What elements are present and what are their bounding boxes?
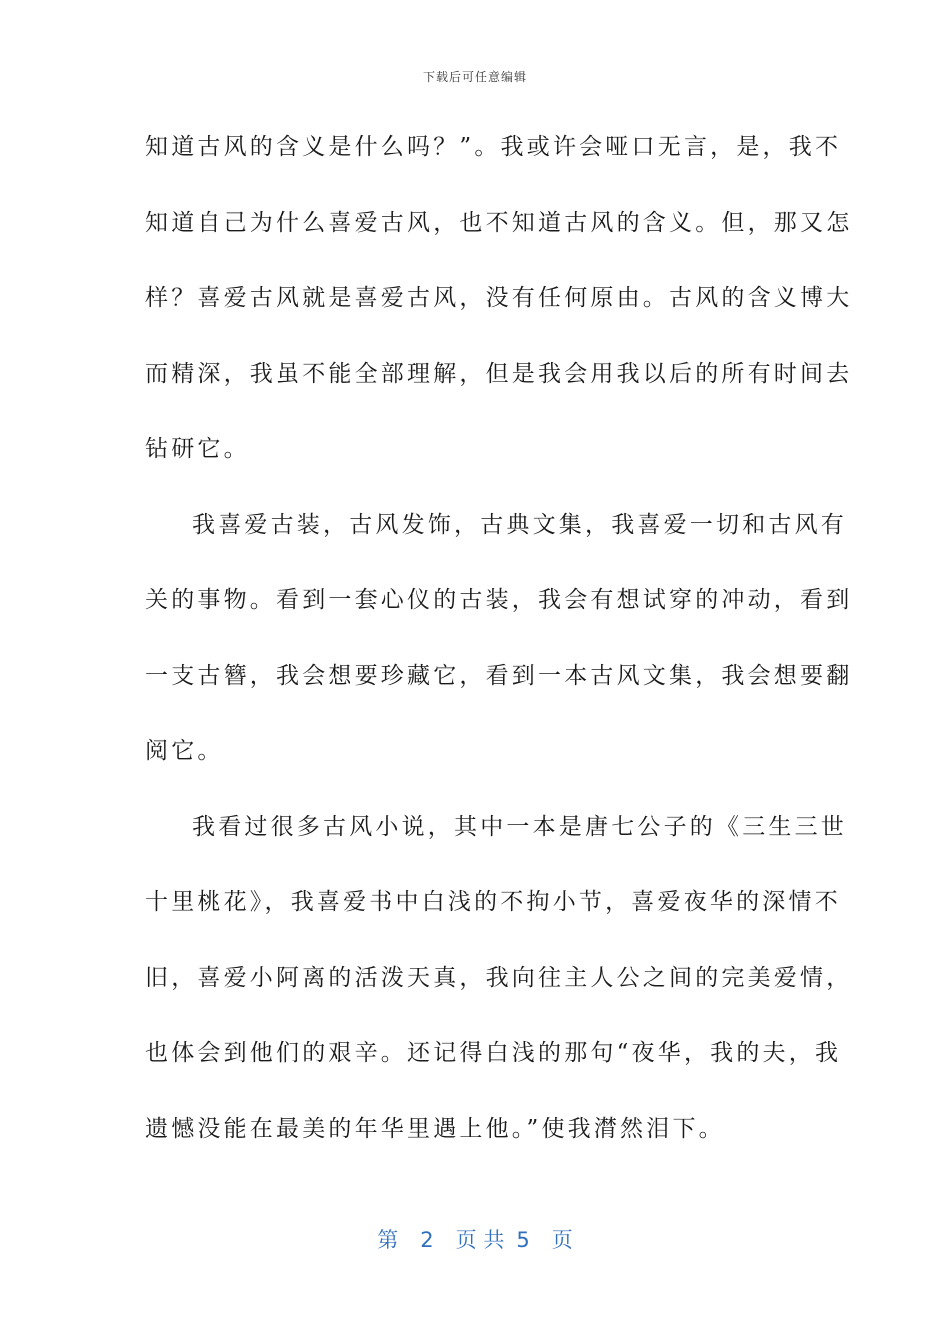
text-line: 知道自己为什么喜爱古风，也不知道古风的含义。但，那又怎 (145, 209, 853, 236)
text-line: 旧，喜爱小阿离的活泼天真，我向往主人公之间的完美爱情， (145, 964, 853, 991)
text-line: 阅它。 (145, 738, 224, 764)
body-text (145, 123, 853, 1180)
text-line: 关的事物。看到一套心仪的古装，我会有想试穿的冲动，看到 (145, 587, 853, 613)
paragraph-first-line: 我喜爱古装，古风发饰，古典文集，我喜爱一切和古风有 (192, 511, 847, 538)
text-line: 钻研它。 (145, 436, 250, 462)
text-line: 一支古簪，我会想要珍藏它，看到一本古风文集，我会想要翻 (145, 662, 853, 689)
page-footer (0, 1224, 950, 1254)
text-line: 十里桃花》，我喜爱书中白浅的不拘小节，喜爱夜华的深情不 (145, 889, 841, 915)
text-line: 遗憾没能在最美的年华里遇上他。”使我潸然泪下。 (145, 1115, 725, 1142)
footer-total-pages: 5 (516, 1228, 530, 1252)
paragraph-first-line: 我看过很多古风小说，其中一本是唐七公子的《三生三世 (192, 813, 847, 840)
text-line: 也体会到他们的艰辛。还记得白浅的那句“夜华，我的夫，我 (145, 1040, 842, 1066)
text-line: 知道古风的含义是什么吗？”。我或许会哑口无言，是，我不 (145, 134, 842, 160)
footer-prefix: 第 (377, 1228, 399, 1252)
footer-current-page: 2 (420, 1228, 434, 1252)
header-note: 下载后可任意编辑 (422, 70, 527, 84)
footer-middle: 页 共 (455, 1228, 505, 1252)
text-line: 而精深，我虽不能全部理解，但是我会用我以后的所有时间去 (145, 360, 853, 387)
footer-suffix: 页 (551, 1228, 573, 1252)
text-line: 样？喜爱古风就是喜爱古风，没有任何原由。古风的含义博大 (145, 285, 853, 311)
